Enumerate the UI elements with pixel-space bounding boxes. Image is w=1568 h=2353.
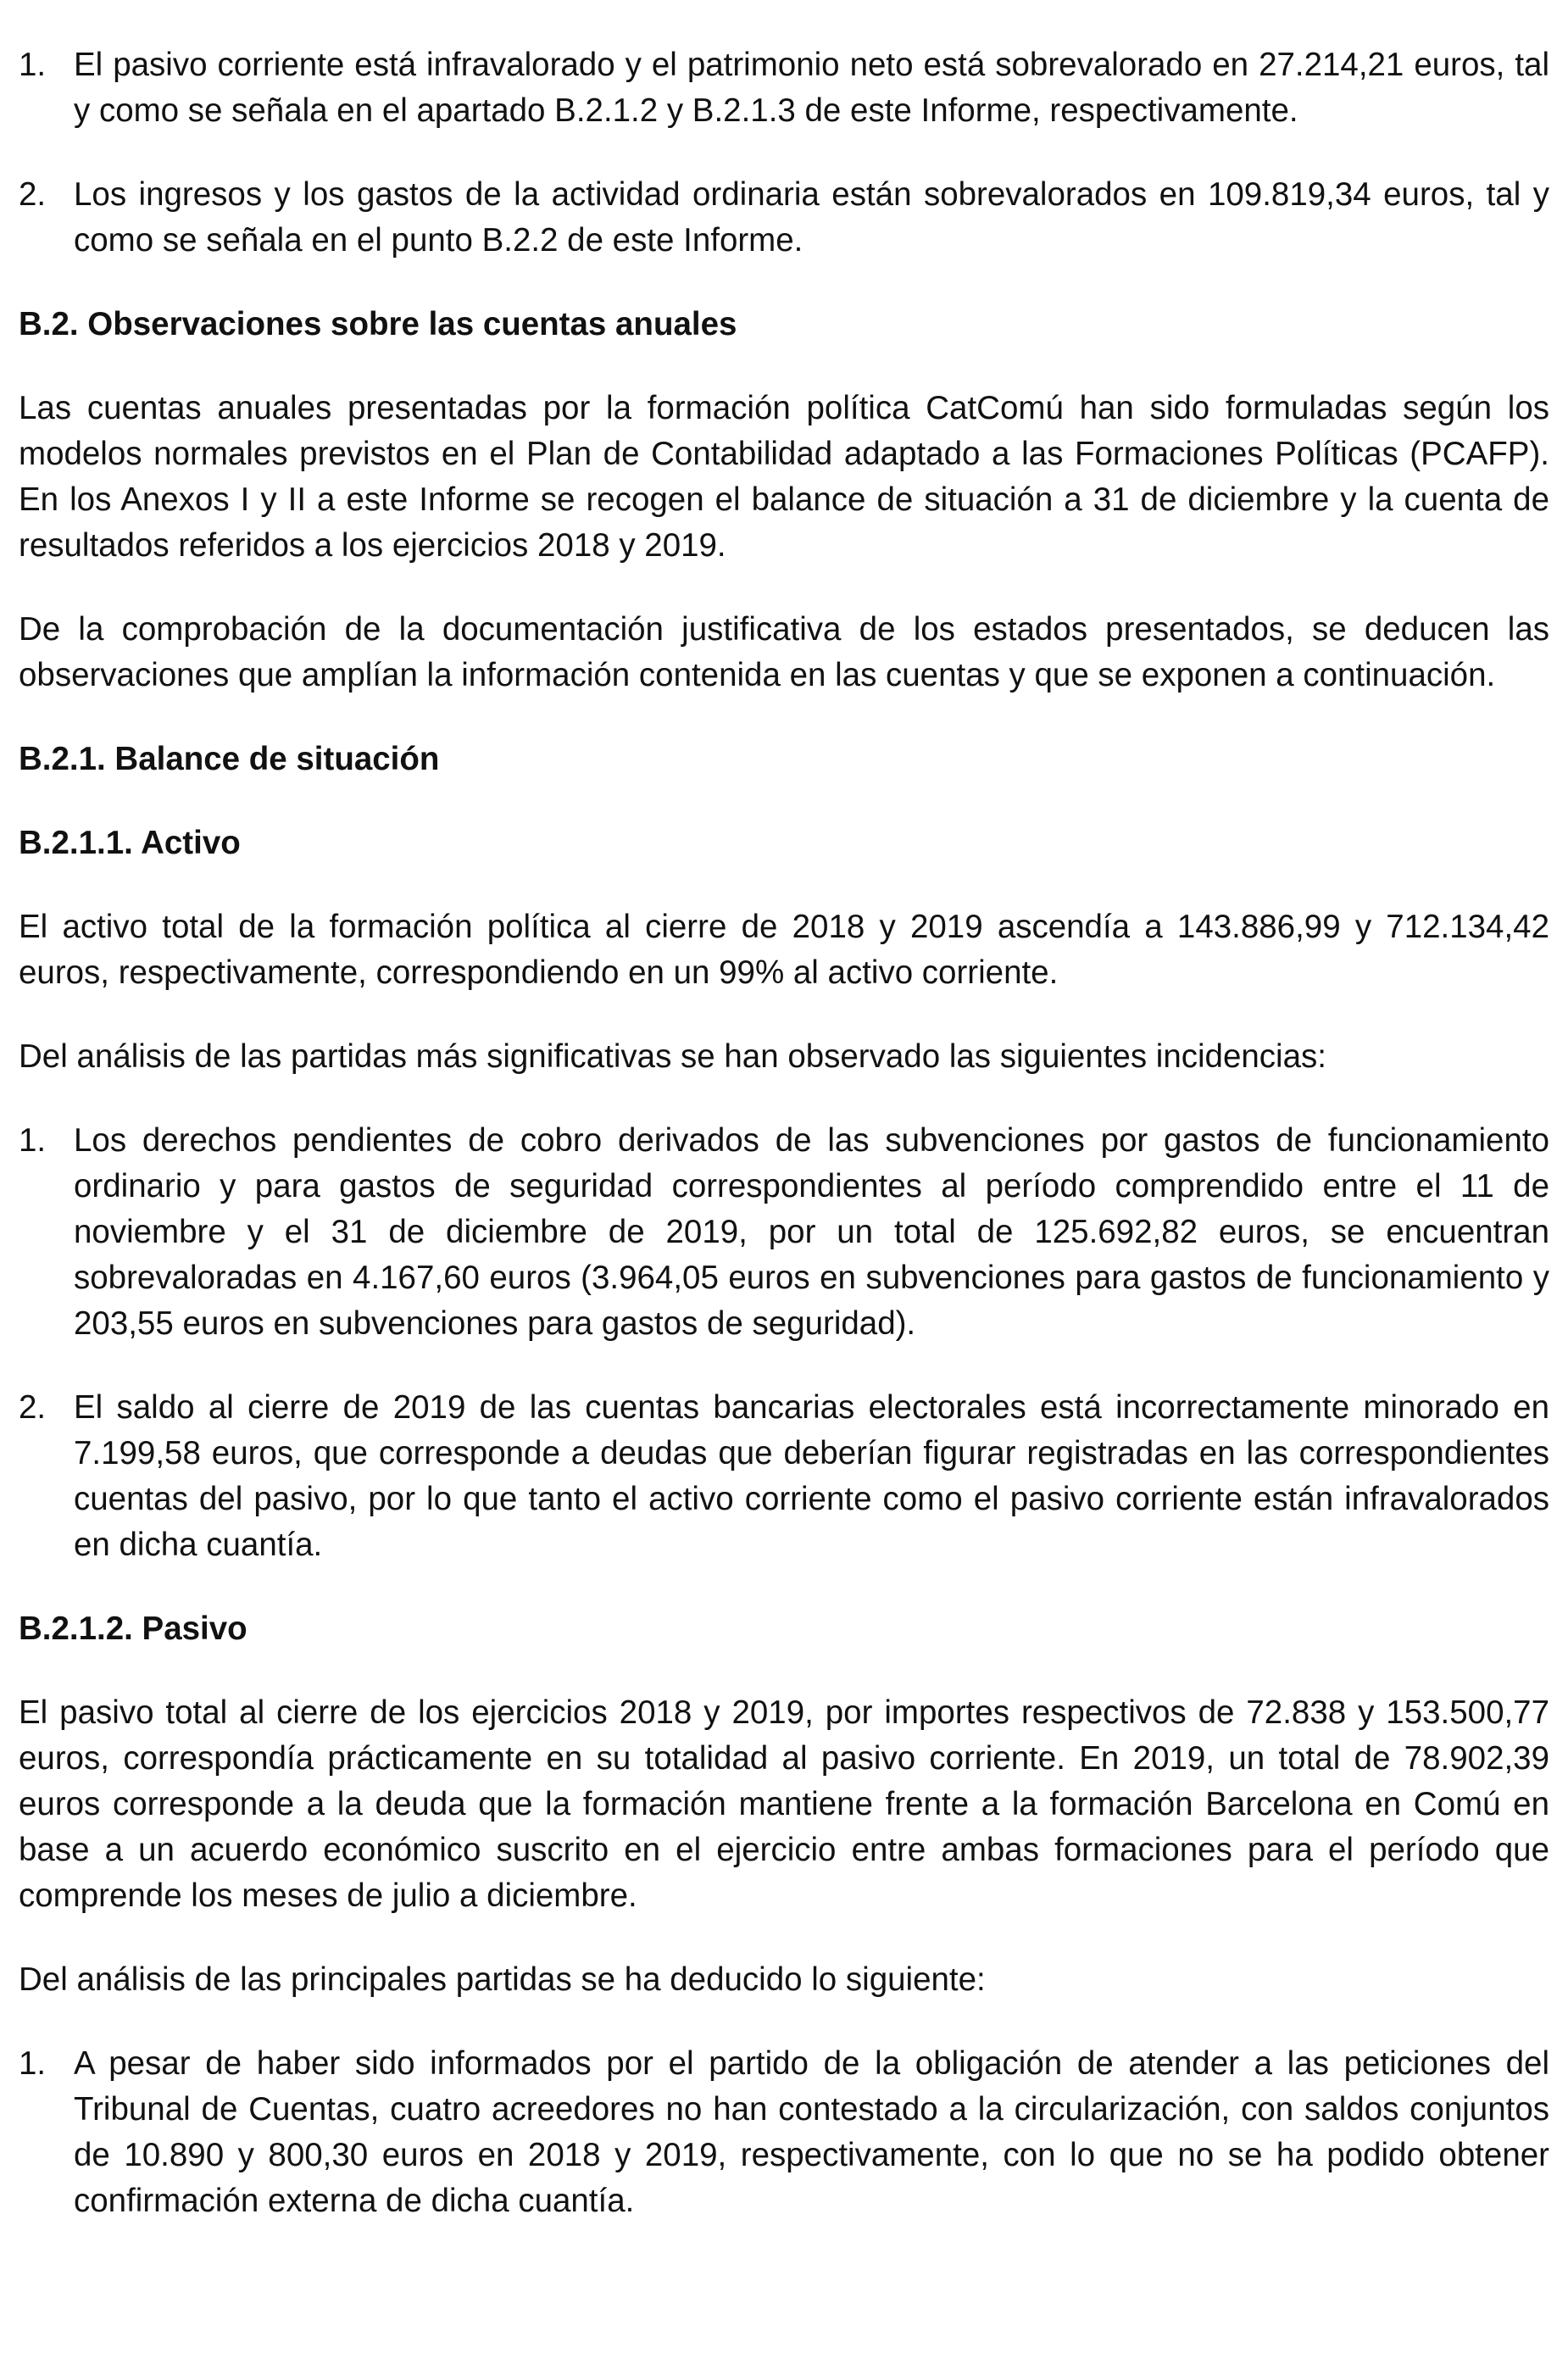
paragraph: Las cuentas anuales presentadas por la formación política CatComú han sido formuladas según los modelos normales previstos en el Plan de Contabilidad adaptado a las Formaciones Políticas (PCAFP). En los Anexos I y II a este Informe se recogen el balance de situación a 31 de diciembre y la cuenta de resultados referidos a los ejercicios 2018 y 2019.	[19, 390, 1549, 564]
heading-b2: B.2. Observaciones sobre las cuentas anuales	[19, 306, 737, 342]
list-text: Los derechos pendientes de cobro derivados de las subvenciones por gastos de funcionamiento ordinario y para gastos de seguridad correspondientes al período comprendido entre el 11 de noviembre y el 31 de diciembre de 2019, por un total de 125.692,82 euros, se encuentran sobrevaloradas en 4.167,60 euros (3.964,05 euros en subvenciones para gastos de funcionamiento y 203,55 euros en subvenciones para gastos de seguridad).	[74, 1122, 1549, 1342]
list-item	[19, 2041, 1549, 2224]
list-item	[19, 42, 1549, 134]
list-text: A pesar de haber sido informados por el partido de la obligación de atender a las peticiones del Tribunal de Cuentas, cuatro acreedores no han contestado a la circularización, con saldos conjuntos de 10.890 y 800,30 euros en 2018 y 2019, respectivamente, con lo que no se ha podido obtener confirmación externa de dicha cuantía.	[74, 2045, 1549, 2219]
paragraph: Del análisis de las principales partidas se ha deducido lo siguiente:	[19, 1961, 986, 1998]
list-text: El saldo al cierre de 2019 de las cuentas bancarias electorales está incorrectamente minorado en 7.199,58 euros, que corresponde a deudas que deberían figurar registradas en las correspondientes cuentas del pasivo, por lo que tanto el activo corriente como el pasivo corriente están infravalorados en dicha cuantía.	[74, 1389, 1549, 1563]
heading-b211: B.2.1.1. Activo	[19, 825, 241, 861]
list-item	[19, 172, 1549, 264]
list-item	[19, 1118, 1549, 1347]
list-number: 1.	[19, 2045, 47, 2082]
paragraph: De la comprobación de la documentación justificativa de los estados presentados, se deducen las observaciones que amplían la información contenida en las cuentas y que se exponen a continuación.	[19, 611, 1549, 693]
list-text: El pasivo corriente está infravalorado y el patrimonio neto está sobrevalorado en 27.214,21 euros, tal y como se señala en el apartado B.2.1.2 y B.2.1.3 de este Informe, respectivamente.	[74, 47, 1549, 129]
heading-b21: B.2.1. Balance de situación	[19, 741, 440, 777]
paragraph: El pasivo total al cierre de los ejercicios 2018 y 2019, por importes respectivos de 72.838 y 153.500,77 euros, correspondía prácticamente en su totalidad al pasivo corriente. En 2019, un total de 78.902,39 euros corresponde a la deuda que la formación mantiene frente a la formación Barcelona en Comú en base a un acuerdo económico suscrito en el ejercicio entre ambas formaciones para el período que comprende los meses de julio a diciembre.	[19, 1694, 1549, 1914]
paragraph: El activo total de la formación política al cierre de 2018 y 2019 ascendía a 143.886,99 y 712.134,42 euros, respectivamente, correspondiendo en un 99% al activo corriente.	[19, 909, 1549, 991]
list-number: 2.	[19, 176, 47, 213]
list-number: 2.	[19, 1389, 47, 1426]
list-number: 1.	[19, 1122, 47, 1159]
document-page	[19, 42, 1549, 2262]
list-text: Los ingresos y los gastos de la actividad ordinaria están sobrevalorados en 109.819,34 euros, tal y como se señala en el punto B.2.2 de este Informe.	[74, 176, 1549, 259]
list-item	[19, 1385, 1549, 1568]
paragraph: Del análisis de las partidas más significativas se han observado las siguientes incidencias:	[19, 1038, 1326, 1075]
list-number: 1.	[19, 47, 47, 83]
heading-b212: B.2.1.2. Pasivo	[19, 1610, 247, 1647]
